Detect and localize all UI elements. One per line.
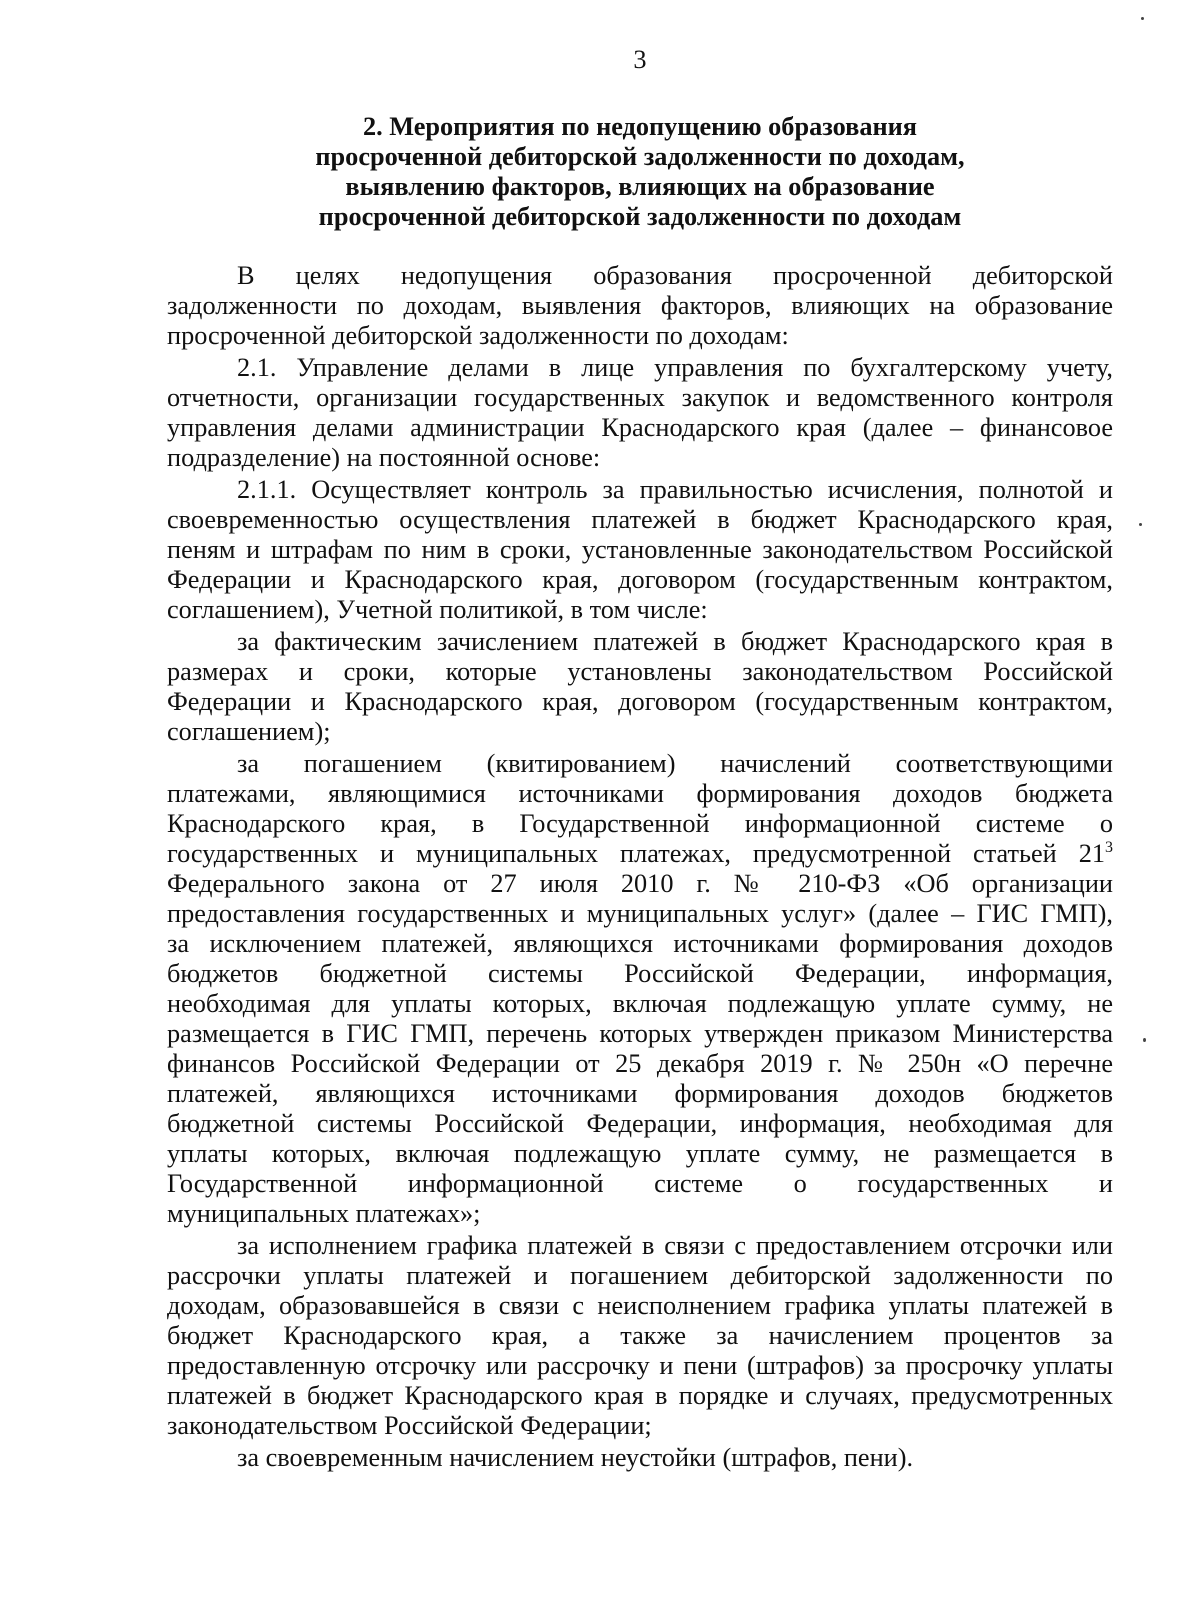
text-line: рассрочки уплаты платежей и погашением дебиторской задолженности по: [167, 1261, 1113, 1290]
page-number: 3: [633, 45, 647, 74]
scan-speck: [1143, 1038, 1146, 1042]
text-line: бюджетной системы Российской Федерации, информация, необходимая для: [167, 1109, 1113, 1138]
section-heading-line: выявлению факторов, влияющих на образование: [345, 172, 935, 201]
text-line: пеням и штрафам по ним в сроки, установленные законодательством Российской: [167, 535, 1113, 564]
text-line: доходам, образовавшейся в связи с неисполнением графика уплаты платежей в: [167, 1291, 1113, 1320]
text-line: уплаты которых, включая подлежащую уплате сумму, не размещается в: [167, 1139, 1113, 1168]
text-line: размещается в ГИС ГМП, перечень которых утвержден приказом Министерства: [167, 1019, 1113, 1048]
text-line: платежей, являющихся источниками формирования доходов бюджетов: [167, 1079, 1113, 1108]
text-line: финансов Российской Федерации от 25 декабря 2019 г. № 250н «О перечне: [167, 1049, 1113, 1078]
text-line: 2.1. Управление делами в лице управления по бухгалтерскому учету,: [237, 353, 1113, 382]
text-line: Федерального закона от 27 июля 2010 г. № 210-ФЗ «Об организации: [167, 869, 1113, 898]
text-line: предоставления государственных и муниципальных услуг» (далее – ГИС ГМП),: [167, 899, 1113, 928]
text-line: за исключением платежей, являющихся источниками формирования доходов: [167, 929, 1113, 958]
paragraph-2-1: [167, 353, 1113, 473]
text-line: своевременностью осуществления платежей в бюджет Краснодарского края,: [167, 505, 1113, 534]
text-line: управления делами администрации Краснодарского края (далее – финансовое: [167, 413, 1113, 442]
text-line: задолженности по доходам, выявления факторов, влияющих на образование: [167, 291, 1113, 320]
paragraph-2-1-1: [167, 475, 1113, 625]
paragraph-penalties: [167, 1443, 1113, 1473]
text-line: Краснодарского края, в Государственной информационной системе о: [167, 809, 1113, 838]
section-heading: [167, 112, 1113, 232]
text-line: за исполнением графика платежей в связи с предоставлением отсрочки или: [237, 1231, 1113, 1260]
text-line: необходимая для уплаты которых, включая подлежащую уплате сумму, не: [167, 989, 1113, 1018]
text-line: размерах и сроки, которые установлены законодательством Российской: [167, 657, 1113, 686]
text-line: платежами, являющимися источниками формирования доходов бюджета: [167, 779, 1113, 808]
text-line: Государственной информационной системе о государственных и: [167, 1169, 1113, 1198]
scan-speck: [1139, 523, 1142, 526]
section-heading-line: просроченной дебиторской задолженности по доходам: [318, 202, 962, 231]
text-line: за погашением (квитированием) начислений соответствующими: [237, 749, 1113, 778]
text-line: бюджет Краснодарского края, а также за начислением процентов за: [167, 1321, 1113, 1350]
section-heading-line: просроченной дебиторской задолженности по доходам,: [315, 142, 965, 171]
text-line: 2.1.1. Осуществляет контроль за правильностью исчисления, полнотой и: [237, 475, 1113, 504]
document-body: [167, 261, 1113, 1473]
text-line: отчетности, организации государственных закупок и ведомственного контроля: [167, 383, 1113, 412]
paragraph-intro: [167, 261, 1113, 351]
text-line: муниципальных платежах»;: [167, 1199, 481, 1228]
section-heading-line: 2. Мероприятия по недопущению образования: [362, 112, 918, 141]
scan-speck: [1141, 17, 1144, 20]
text-line: бюджетов бюджетной системы Российской Федерации, информация,: [167, 959, 1113, 988]
text-line: за своевременным начислением неустойки (штрафов, пени).: [237, 1443, 914, 1472]
text-line-content: государственных и муниципальных платежах, предусмотренной статьей 21: [167, 839, 1105, 868]
text-line: платежей в бюджет Краснодарского края в порядке и случаях, предусмотренных: [167, 1381, 1113, 1410]
text-line: Федерации и Краснодарского края, договором (государственным контрактом,: [167, 565, 1113, 594]
text-line: подразделение) на постоянной основе:: [167, 443, 601, 472]
text-line: за фактическим зачислением платежей в бюджет Краснодарского края в: [237, 627, 1113, 656]
text-line: В целях недопущения образования просроченной дебиторской: [237, 261, 1113, 290]
text-line: [167, 839, 1113, 869]
text-line: законодательством Российской Федерации;: [167, 1411, 652, 1440]
text-line: предоставленную отсрочку или рассрочку и пени (штрафов) за просрочку уплаты: [167, 1351, 1113, 1380]
text-line: соглашением), Учетной политикой, в том числе:: [167, 595, 708, 624]
text-line: Федерации и Краснодарского края, договором (государственным контрактом,: [167, 687, 1113, 716]
text-line: соглашением);: [167, 717, 331, 746]
paragraph-actual-crediting: [167, 627, 1113, 747]
paragraph-reconciliation: [167, 749, 1113, 1229]
paragraph-payment-schedule: [167, 1231, 1113, 1441]
text-line: просроченной дебиторской задолженности по доходам:: [167, 321, 789, 350]
article-number-superscript: 3: [1105, 839, 1113, 856]
